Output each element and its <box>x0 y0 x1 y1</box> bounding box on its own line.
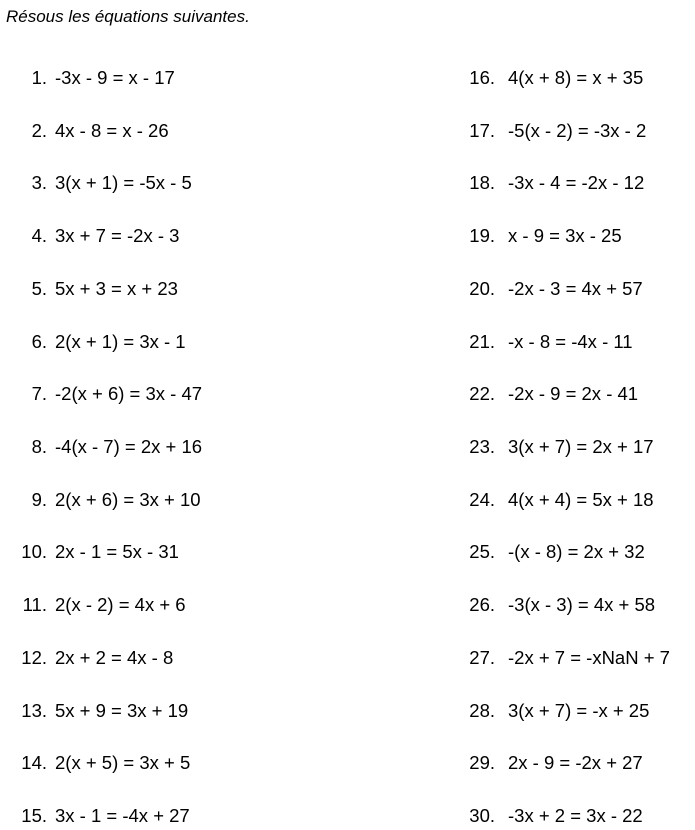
equation-text: -3x - 9 = x - 17 <box>55 67 175 88</box>
equation-number: 24. <box>469 489 495 510</box>
equation-text: 3x - 1 = -4x + 27 <box>55 805 190 826</box>
equation-number: 7. <box>31 383 47 404</box>
equation-text: -4(x - 7) = 2x + 16 <box>55 436 203 457</box>
equation-number: 28. <box>469 700 495 721</box>
equation-number: 13. <box>21 700 47 721</box>
equation-number: 8. <box>31 436 47 457</box>
equation-text: 3(x + 7) = -x + 25 <box>508 700 650 721</box>
equation-number: 20. <box>469 278 495 299</box>
equation-number: 15. <box>21 805 47 826</box>
equation-number: 10. <box>21 541 47 562</box>
equation-number: 12. <box>21 647 47 668</box>
equation-text: -x - 8 = -4x - 11 <box>508 331 633 352</box>
equation-number: 16. <box>469 67 495 88</box>
equation-text: 2(x + 6) = 3x + 10 <box>55 489 201 510</box>
equation-number: 27. <box>469 647 495 668</box>
equation-number: 19. <box>469 225 495 246</box>
equation-text: 2(x + 5) = 3x + 5 <box>55 752 191 773</box>
equation-number: 14. <box>21 752 47 773</box>
equation-text: -3x - 4 = -2x - 12 <box>508 172 645 193</box>
equation-number: 17. <box>469 120 495 141</box>
equation-text: -3(x - 3) = 4x + 58 <box>508 594 656 615</box>
equation-text: 4x - 8 = x - 26 <box>55 120 169 141</box>
equation-number: 4. <box>31 225 47 246</box>
equation-text: -3x + 2 = 3x - 22 <box>508 805 643 826</box>
equation-text: -2x + 7 = -xNaN + 7 <box>508 647 670 668</box>
equation-number: 9. <box>31 489 47 510</box>
equation-number: 11. <box>22 594 47 615</box>
equation-number: 22. <box>469 383 495 404</box>
equation-number: 3. <box>31 172 47 193</box>
equation-text: -5(x - 2) = -3x - 2 <box>508 120 647 141</box>
equation-text: -2(x + 6) = 3x - 47 <box>55 383 203 404</box>
equation-number: 5. <box>31 278 47 299</box>
page-title: Résous les équations suivantes. <box>6 7 250 26</box>
equation-number: 29. <box>469 752 495 773</box>
equation-text: 2x - 9 = -2x + 27 <box>508 752 643 773</box>
equation-text: 3(x + 7) = 2x + 17 <box>508 436 654 457</box>
equation-text: -(x - 8) = 2x + 32 <box>508 541 645 562</box>
equation-number: 18. <box>469 172 495 193</box>
equation-text: -2x - 3 = 4x + 57 <box>508 278 643 299</box>
equation-text: 4(x + 8) = x + 35 <box>508 67 644 88</box>
equation-number: 2. <box>31 120 47 141</box>
equation-number: 1. <box>31 67 47 88</box>
equation-text: 2x - 1 = 5x - 31 <box>55 541 179 562</box>
equation-text: 2(x + 1) = 3x - 1 <box>55 331 186 352</box>
equation-text: 2x + 2 = 4x - 8 <box>55 647 174 668</box>
equation-number: 26. <box>469 594 495 615</box>
equation-number: 30. <box>469 805 495 826</box>
equation-text: x - 9 = 3x - 25 <box>508 225 622 246</box>
equation-text: 3x + 7 = -2x - 3 <box>55 225 180 246</box>
equation-number: 23. <box>469 436 495 457</box>
equation-number: 6. <box>31 331 47 352</box>
equation-text: 4(x + 4) = 5x + 18 <box>508 489 654 510</box>
equation-text: 3(x + 1) = -5x - 5 <box>55 172 192 193</box>
equation-number: 25. <box>469 541 495 562</box>
equation-text: 5x + 3 = x + 23 <box>55 278 178 299</box>
equation-text: 5x + 9 = 3x + 19 <box>55 700 189 721</box>
equation-text: -2x - 9 = 2x - 41 <box>508 383 639 404</box>
equation-text: 2(x - 2) = 4x + 6 <box>55 594 186 615</box>
equation-number: 21. <box>469 331 495 352</box>
